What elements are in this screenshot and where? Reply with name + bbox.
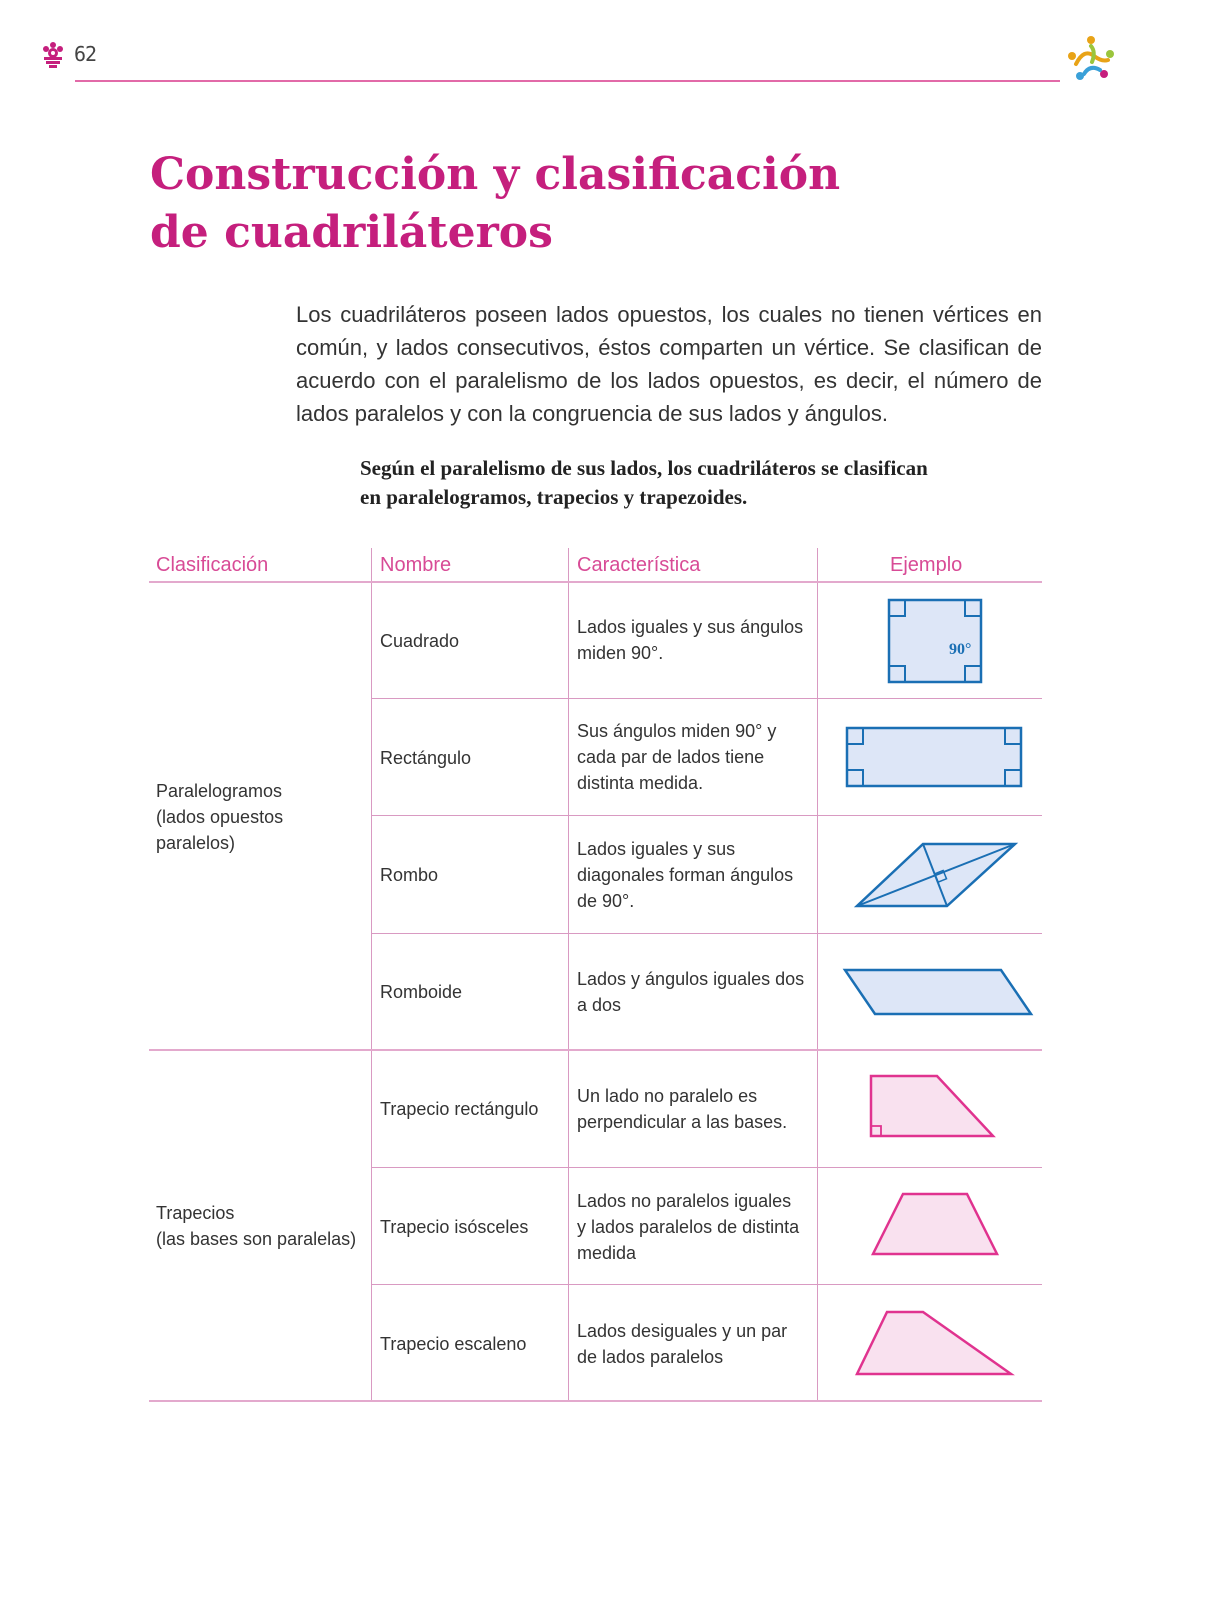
row-characteristic-rectangulo	[577, 718, 776, 796]
rhombus-example-icon	[853, 840, 1019, 910]
quadrilateral-table	[149, 548, 1042, 1402]
characteristic-line: distinta medida.	[577, 773, 704, 793]
column-divider	[817, 548, 818, 1402]
title-line: Construcción y clasificación	[150, 149, 841, 200]
group-label-line: Paralelogramos	[156, 781, 283, 801]
characteristic-line: cada par de lados tiene	[577, 747, 765, 767]
row-characteristic-romboide	[577, 966, 804, 1018]
intro-paragraph: Los cuadriláteros poseen lados opuestos, los cuales no tienen vértices en común, y lados consecutivos, éstos comparten un vértice. Se clasifican de acuerdo con el paralelismo de los lados opuestos, es decir, el número de lados paralelos y con la congruencia de sus lados y ángulos.	[296, 302, 1042, 426]
note-line: Según el paralelismo de sus lados, los cuadriláteros se clasifican	[360, 456, 928, 480]
table-bottom-rule	[149, 1400, 1042, 1402]
row-name-cuadrado: Cuadrado	[380, 631, 460, 651]
characteristic-line: Lados no paralelos iguales	[577, 1191, 792, 1211]
row-divider	[371, 815, 1042, 816]
right-trapezoid-example-icon	[867, 1072, 997, 1140]
group-label-line: paralelos)	[156, 833, 236, 853]
characteristic-line: Lados desiguales y un par	[577, 1321, 788, 1341]
group-label-paralelogramos	[156, 778, 283, 856]
row-name-romboide: Romboide	[380, 982, 463, 1002]
row-name-trapecio-rectangulo: Trapecio rectángulo	[380, 1099, 539, 1119]
characteristic-line: Sus ángulos miden 90° y	[577, 721, 777, 741]
column-divider	[568, 548, 569, 1402]
header-rule	[75, 80, 1060, 82]
characteristic-line: de lados paralelos	[577, 1347, 724, 1367]
characteristic-line: miden 90°.	[577, 643, 664, 663]
classification-note	[360, 454, 1000, 512]
group-label-line: Trapecios	[156, 1203, 235, 1223]
page-number: 62	[74, 42, 97, 66]
characteristic-line: y lados paralelos de distinta	[577, 1217, 800, 1237]
header-rule	[149, 581, 1042, 583]
header-clasificacion: Clasificación	[156, 554, 269, 576]
characteristic-line: perpendicular a las bases.	[577, 1112, 788, 1132]
characteristic-line: Lados iguales y sus ángulos	[577, 617, 804, 637]
row-name-rectangulo: Rectángulo	[380, 748, 472, 768]
column-divider	[371, 548, 372, 1402]
row-divider	[371, 933, 1042, 934]
characteristic-line: a dos	[577, 995, 622, 1015]
row-characteristic-rombo	[577, 836, 793, 914]
header-nombre: Nombre	[380, 554, 452, 576]
group-divider	[149, 1049, 1042, 1051]
scalene-trapezoid-example-icon	[853, 1308, 1015, 1378]
title-line: de cuadriláteros	[150, 207, 553, 258]
characteristic-line: de 90°.	[577, 891, 635, 911]
row-name-trapecio-isosceles: Trapecio isósceles	[380, 1217, 529, 1237]
row-characteristic-cuadrado	[577, 614, 803, 666]
header-ejemplo: Ejemplo	[890, 554, 963, 576]
header-caracteristica: Característica	[577, 554, 701, 576]
row-name-rombo: Rombo	[380, 865, 439, 885]
isosceles-trapezoid-example-icon	[869, 1190, 1001, 1258]
row-divider	[371, 1284, 1042, 1285]
characteristic-line: medida	[577, 1243, 637, 1263]
group-label-line: (las bases son paralelas)	[156, 1229, 357, 1249]
row-characteristic-trapecio-rectangulo	[577, 1083, 787, 1135]
rectangle-example-icon	[843, 724, 1025, 790]
row-divider	[371, 1167, 1042, 1168]
row-characteristic-trapecio-isosceles	[577, 1188, 799, 1266]
page-title	[150, 146, 910, 262]
angle-label: 90°	[949, 641, 972, 658]
rhomboid-example-icon	[841, 966, 1035, 1018]
row-name-trapecio-escaleno: Trapecio escaleno	[380, 1334, 527, 1354]
characteristic-line: Lados y ángulos iguales dos	[577, 969, 805, 989]
series-logo-icon	[1064, 34, 1118, 84]
group-label-line: (lados opuestos	[156, 807, 284, 827]
note-line: en paralelogramos, trapecios y trapezoides.	[360, 485, 748, 509]
characteristic-line: Un lado no paralelo es	[577, 1086, 758, 1106]
group-label-trapecios	[156, 1200, 356, 1252]
flower-ornament-icon	[40, 40, 66, 70]
characteristic-line: Lados iguales y sus	[577, 839, 736, 859]
row-divider	[371, 698, 1042, 699]
square-example-icon	[885, 596, 985, 686]
characteristic-line: diagonales forman ángulos	[577, 865, 794, 885]
row-characteristic-trapecio-escaleno	[577, 1318, 787, 1370]
